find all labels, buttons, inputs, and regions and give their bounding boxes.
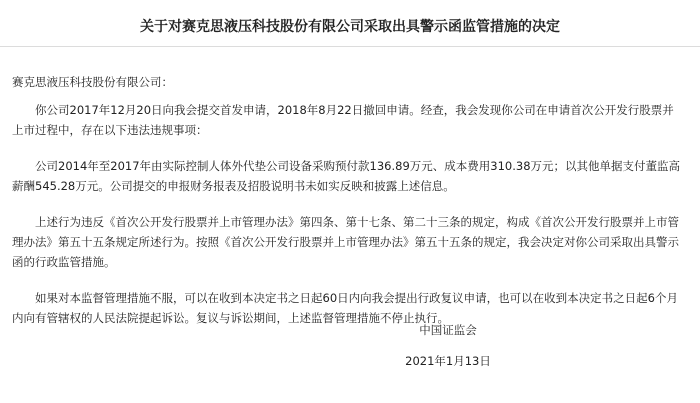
document-title: 关于对赛克思液压科技股份有限公司采取出具警示函监管措施的决定 [140,19,560,35]
issue-date: 2021年1月13日 [405,354,491,368]
issuer-name: 中国证监会 [419,323,477,337]
paragraph-4: 如果对本监督管理措施不服，可以在收到本决定书之日起60日内向我会提出行政复议申请，也可以在收到本决定书之日起6个月内向有管辖权的人民法院提起诉讼。复议与诉讼期间，上述监督管理措施不停止执行。 [12,291,678,325]
document-body [12,72,684,344]
paragraph-1: 你公司2017年12月20日向我会提交首发申请，2018年8月22日撤回申请。经查，我会发现你公司在申请首次公开发行股票并上市过程中，存在以下违法违规事项： [12,103,674,137]
title-divider [0,46,700,47]
paragraph-3: 上述行为违反《首次公开发行股票并上市管理办法》第四条、第十七条、第二十三条的规定，构成《首次公开发行股票并上市管理办法》第五十五条规定所述行为。按照《首次公开发行股票并上市管理办法》第五十五条的规定，我会决定对你公司采取出具警示函的行政监管措施。 [12,215,679,269]
paragraph-2: 公司2014年至2017年由实际控制人体外代垫公司设备采购预付款136.89万元、成本费用310.38万元；以其他单据支付董监高薪酬545.28万元。公司提交的申报财务报表及招股说明书未如实反映和披露上述信息。 [12,159,681,193]
salutation: 赛克思液压科技股份有限公司： [12,75,173,89]
